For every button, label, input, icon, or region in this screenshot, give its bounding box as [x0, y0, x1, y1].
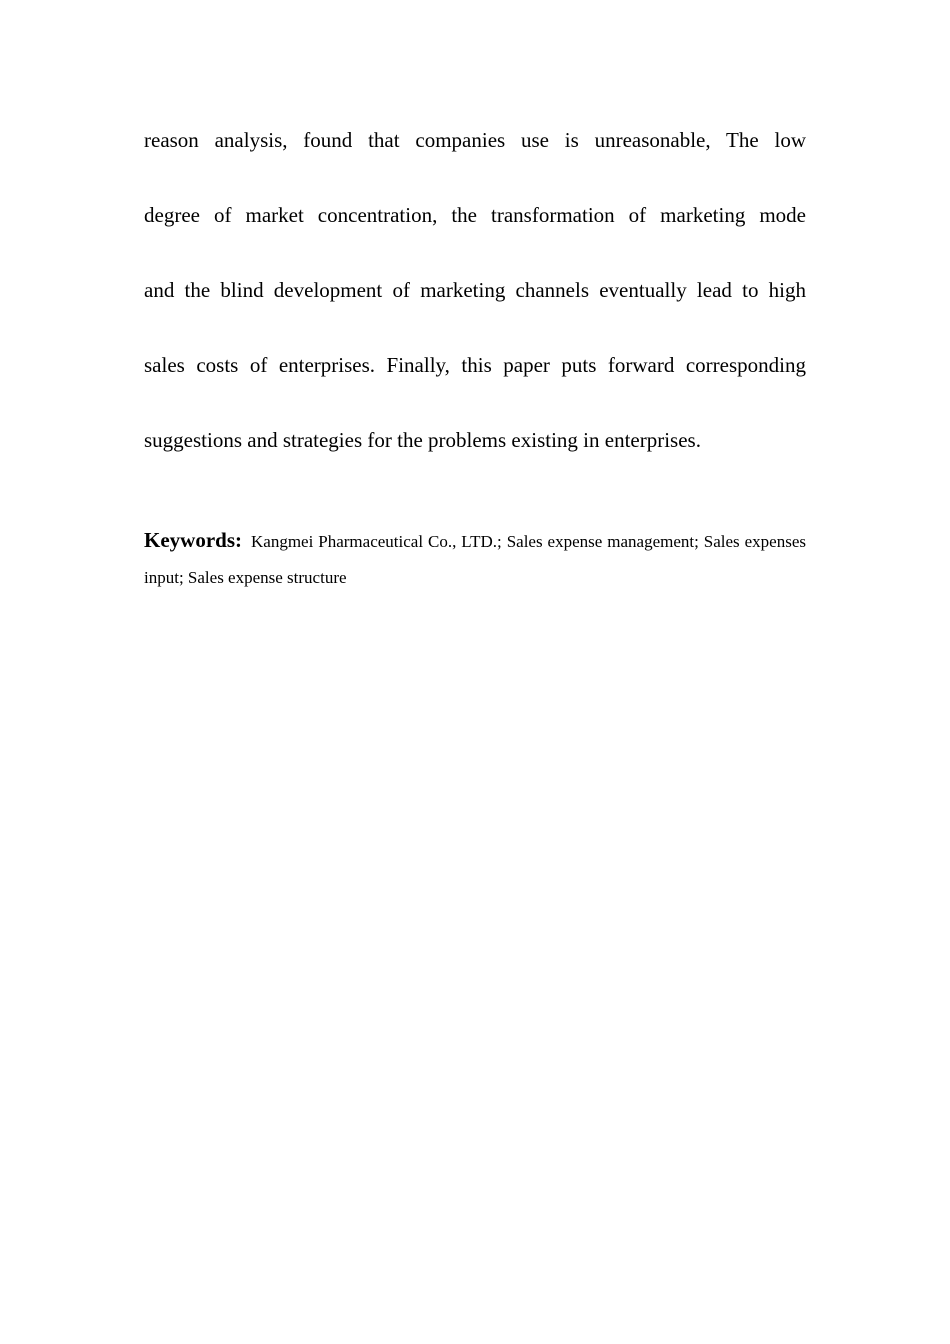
abstract-line-4: sales costs of enterprises. Finally, this paper puts forward corresponding: [144, 353, 806, 377]
abstract-line-2: degree of market concentration, the transformation of marketing mode: [144, 203, 806, 227]
abstract-line-3: and the blind development of marketing channels eventually lead to high: [144, 278, 806, 302]
abstract-line-1: reason analysis, found that companies use is unreasonable, The low: [144, 128, 806, 152]
keywords-section: [144, 522, 806, 596]
abstract-line-5: suggestions and strategies for the problems existing in enterprises.: [144, 428, 701, 452]
abstract-paragraph: [144, 103, 806, 478]
keywords-text: Kangmei Pharmaceutical Co., LTD.; Sales expense management; Sales expenses input; Sales expense structure: [144, 532, 806, 587]
keywords-label: Keywords:: [144, 528, 242, 552]
